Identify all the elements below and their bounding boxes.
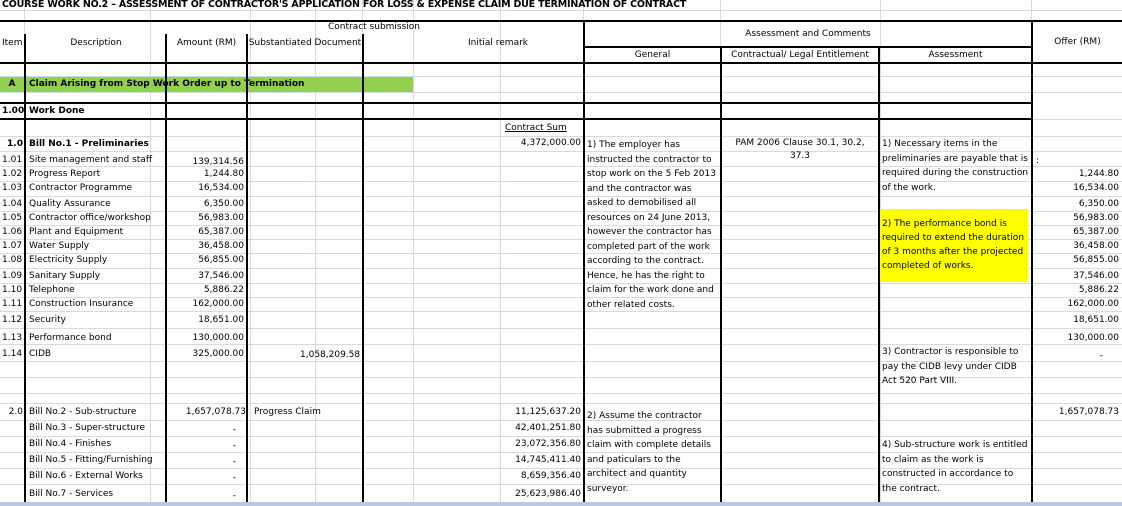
row-amount: 130,000.00: [192, 333, 244, 343]
header-description: Description: [70, 38, 122, 48]
row-item: 1.07: [2, 241, 23, 251]
row-description: Contractor Programme: [29, 183, 133, 193]
assessment-comment-1: 1) Necessary items in the preliminaries are payable that is required during the construction of the work.: [882, 139, 1029, 193]
header-contractual-legal: Contractual/ Legal Entitlement: [731, 50, 869, 60]
row-description: Bill No.3 - Super-structure: [29, 423, 146, 433]
row-item: 1.05: [2, 213, 23, 223]
row-offer: 65,387.00: [1073, 227, 1119, 237]
row-amount: 162,000.00: [192, 299, 244, 309]
row-amount: 36,458.00: [198, 241, 244, 251]
row-remark: 23,072,356.80: [515, 439, 581, 449]
bill1-label: Bill No.1 - Preliminaries: [29, 139, 149, 149]
row-amount: 1,244.80: [203, 169, 244, 179]
row-description: CIDB: [29, 349, 52, 359]
row-amount: -: [232, 425, 236, 435]
row-item: 2.0: [8, 407, 23, 417]
row-description: Construction Insurance: [29, 299, 134, 309]
contract-sum-label: Contract Sum: [505, 123, 567, 133]
row-offer: 36,458.00: [1073, 241, 1119, 251]
row-amount: -: [232, 473, 236, 483]
row-remark: 11,125,637.20: [515, 407, 581, 417]
contract-sum-value: 4,372,000.00: [520, 138, 581, 148]
row-description: Progress Report: [29, 169, 101, 179]
row-amount: 1,657,078.73: [185, 407, 246, 417]
row-item: 1.11: [2, 299, 23, 309]
row-item: 1.03: [2, 183, 23, 193]
row-offer: 16,534.00: [1073, 183, 1119, 193]
assessment-comment-4: 4) Sub-structure work is entitled to claim as the work is constructed in accordance to the contract.: [882, 440, 1028, 494]
row-remark: 14,745,411.40: [515, 455, 581, 465]
header-item: Item: [2, 38, 23, 48]
row-offer: 130,000.00: [1067, 333, 1119, 343]
row-amount: -: [232, 457, 236, 467]
header-contract-submission: Contract submission: [327, 22, 421, 32]
section-a-label: Claim Arising from Stop Work Order up to Termination: [29, 79, 305, 89]
work-done-code: 1.00: [2, 106, 25, 116]
section-a-code: A: [8, 79, 16, 89]
row-description: Bill No.7 - Services: [29, 489, 114, 499]
header-offer: Offer (RM): [1054, 37, 1101, 47]
row-item: 1.14: [2, 349, 23, 359]
row-document: Progress Claim: [254, 407, 321, 417]
assessment-comment-2: 2) The performance bond is required to extend the duration of 3 months after the projected completed of works.: [882, 219, 1025, 271]
general-comment-2: 2) Assume the contractor has submitted a progress claim with complete details and paticulars to the architect and quantity surveyor.: [587, 411, 711, 494]
row-description: Bill No.5 - Fitting/Furnishing: [29, 455, 153, 465]
row-offer: 56,983.00: [1073, 213, 1119, 223]
header-amount: Amount (RM): [176, 38, 237, 48]
row-offer: 1,657,078.73: [1058, 407, 1119, 417]
row-offer: 5,886.22: [1078, 285, 1119, 295]
row-description: Sanitary Supply: [29, 271, 101, 281]
header-general: General: [634, 50, 671, 60]
row-description: Site management and staff: [29, 155, 153, 165]
work-done-label: Work Done: [29, 106, 85, 116]
row-remark: 8,659,356.40: [520, 471, 581, 481]
row-item: 1.12: [2, 315, 23, 325]
row-remark: 25,623,986.40: [515, 489, 581, 499]
header-substantiated-document: Substantiated Document: [248, 38, 362, 48]
row-description: Security: [29, 315, 66, 325]
header-initial-remark: Initial remark: [468, 38, 528, 48]
row-description: Plant and Equipment: [29, 227, 124, 237]
legal-entitlement-1: PAM 2006 Clause 30.1, 30.2, 37.3: [735, 138, 865, 161]
row-description: Quality Assurance: [29, 199, 111, 209]
row-amount: -: [232, 441, 236, 451]
horizontal-scrollbar[interactable]: [0, 502, 1122, 506]
row-description: Bill No.6 - External Works: [29, 471, 143, 481]
row-remark: 42,401,251.80: [515, 423, 581, 433]
row-description: Performance bond: [29, 333, 112, 343]
row-item: 1.10: [2, 285, 23, 295]
row-amount: 6,350.00: [203, 199, 244, 209]
row-offer: 6,350.00: [1078, 199, 1119, 209]
row-amount: 65,387.00: [198, 227, 244, 237]
row-offer: 1,244.80: [1078, 169, 1119, 179]
row-offer: 37,546.00: [1073, 271, 1119, 281]
row-item: 1.08: [2, 255, 23, 265]
row-description: Contractor office/workshop: [29, 213, 151, 223]
assessment-comment-3: 3) Contractor is responsible to pay the CIDB levy under CIDB Act 520 Part VIII.: [882, 347, 1019, 386]
general-comment-1: 1) The employer has instructed the contractor to stop work on the 5 Feb 2013 and the contractor was asked to demobilised all resources on 24 June 2013, however the contractor has completed part of the work according to the contract. Hence, he has the right to claim for the work done and other related costs.: [587, 140, 716, 310]
row-amount: 325,000.00: [192, 349, 244, 359]
bill1-subtotal: 1,058,209.58: [300, 350, 361, 360]
row-item: 1.09: [2, 271, 23, 281]
row-amount: -: [232, 491, 236, 501]
row-amount: 37,546.00: [198, 271, 244, 281]
row-item: 1.01: [2, 155, 23, 165]
row-description: Water Supply: [29, 241, 90, 251]
row-item: 1.02: [2, 169, 23, 179]
row-amount: 56,983.00: [198, 213, 244, 223]
row-amount: 139,314.56: [192, 157, 244, 167]
row-item: 1.06: [2, 227, 23, 237]
row-amount: 5,886.22: [203, 285, 244, 295]
row-amount: 18,651.00: [198, 315, 244, 325]
offer-colon: :: [1036, 156, 1040, 166]
row-description: Telephone: [29, 285, 75, 295]
row-description: Electricity Supply: [29, 255, 108, 265]
row-offer: 18,651.00: [1073, 315, 1119, 325]
header-assessment-and-comments: Assessment and Comments: [745, 29, 871, 39]
row-description: Bill No.2 - Sub-structure: [29, 407, 137, 417]
page-title: COURSE WORK NO.2 – ASSESSMENT OF CONTRACTOR'S APPLICATION FOR LOSS & EXPENSE CLAIM DUE TERMINATION OF CONTRACT: [2, 0, 687, 10]
row-offer: 56,855.00: [1073, 255, 1119, 265]
row-description: Bill No.4 - Finishes: [29, 439, 112, 449]
bill1-item: 1.0: [7, 139, 23, 149]
row-item: 1.13: [2, 333, 23, 343]
row-offer: -: [1099, 351, 1103, 361]
header-assessment: Assessment: [928, 50, 983, 60]
row-amount: 16,534.00: [198, 183, 244, 193]
row-offer: 162,000.00: [1067, 299, 1119, 309]
row-amount: 56,855.00: [198, 255, 244, 265]
row-item: 1.04: [2, 199, 23, 209]
